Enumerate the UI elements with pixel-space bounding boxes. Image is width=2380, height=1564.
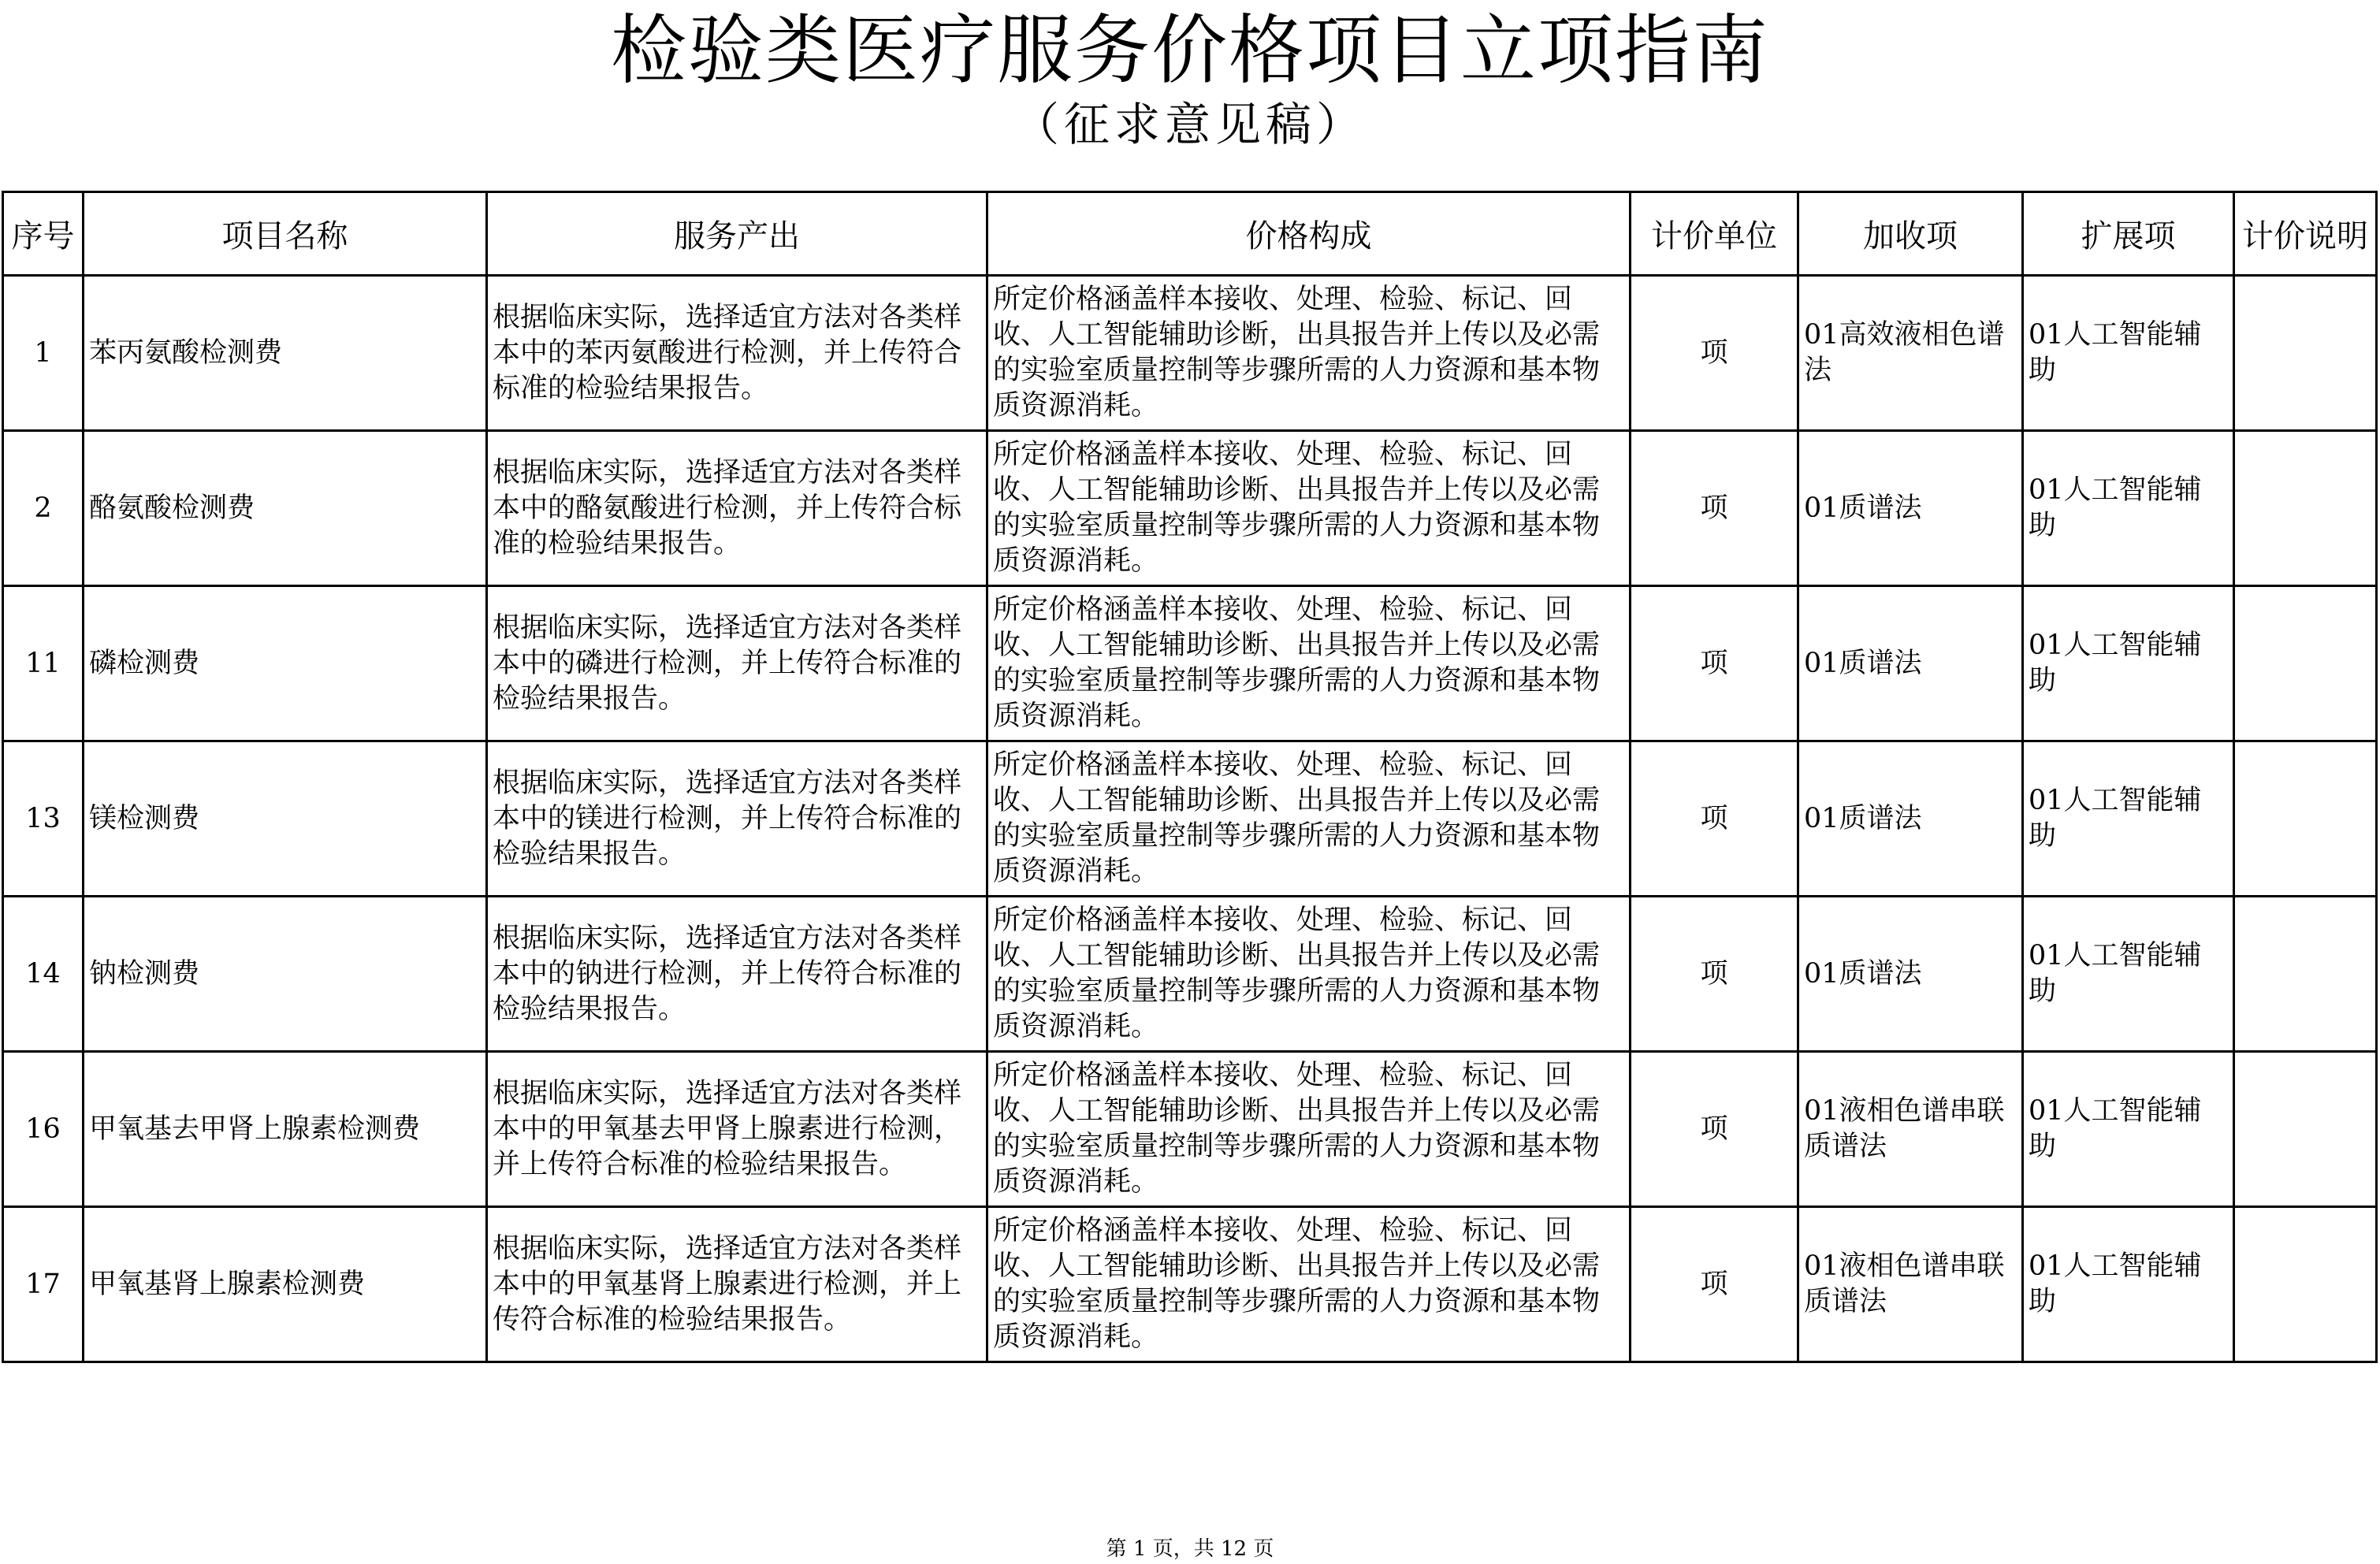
table-row — [3, 1052, 2377, 1207]
header-output: 服务产出 — [487, 192, 987, 276]
table-row — [3, 1207, 2377, 1362]
document-subtitle: （征求意见稿） — [1013, 98, 1367, 151]
cell-surcharge: 01质谱法 — [1798, 741, 2023, 897]
cell-note — [2234, 431, 2377, 586]
price-items-table — [2, 191, 2378, 1363]
header-surcharge: 加收项 — [1798, 192, 2023, 276]
header-unit: 计价单位 — [1631, 192, 1798, 276]
header-seq: 序号 — [3, 192, 84, 276]
cell-seq: 11 — [3, 586, 84, 741]
cell-composition: 所定价格涵盖样本接收、处理、检验、标记、回收、人工智能辅助诊断、出具报告并上传以及必需的实验室质量控制等步骤所需的人力资源和基本物质资源消耗。 — [987, 741, 1631, 897]
cell-seq: 1 — [3, 276, 84, 431]
document-title: 检验类医疗服务价格项目立项指南 — [611, 6, 1769, 95]
header-note: 计价说明 — [2234, 192, 2377, 276]
cell-seq: 13 — [3, 741, 84, 897]
cell-composition: 所定价格涵盖样本接收、处理、检验、标记、回收、人工智能辅助诊断、出具报告并上传以及必需的实验室质量控制等步骤所需的人力资源和基本物质资源消耗。 — [987, 431, 1631, 586]
cell-note — [2234, 897, 2377, 1052]
cell-output: 根据临床实际，选择适宜方法对各类样本中的酪氨酸进行检测，并上传符合标准的检验结果报告。 — [487, 431, 987, 586]
cell-unit: 项 — [1631, 897, 1798, 1052]
cell-output: 根据临床实际，选择适宜方法对各类样本中的镁进行检测，并上传符合标准的检验结果报告。 — [487, 741, 987, 897]
cell-seq: 16 — [3, 1052, 84, 1207]
cell-extension: 01人工智能辅助 — [2023, 1207, 2234, 1362]
cell-name: 磷检测费 — [84, 586, 487, 741]
table-row — [3, 741, 2377, 897]
cell-composition: 所定价格涵盖样本接收、处理、检验、标记、回收、人工智能辅助诊断，出具报告并上传以及必需的实验室质量控制等步骤所需的人力资源和基本物质资源消耗。 — [987, 276, 1631, 431]
cell-surcharge: 01高效液相色谱法 — [1798, 276, 2023, 431]
cell-extension: 01人工智能辅助 — [2023, 586, 2234, 741]
cell-surcharge: 01液相色谱串联质谱法 — [1798, 1207, 2023, 1362]
page-number-footer: 第 1 页，共 12 页 — [1106, 1537, 1274, 1561]
table-row — [3, 431, 2377, 586]
cell-name: 酪氨酸检测费 — [84, 431, 487, 586]
header-composition: 价格构成 — [987, 192, 1631, 276]
cell-extension: 01人工智能辅助 — [2023, 741, 2234, 897]
cell-unit: 项 — [1631, 586, 1798, 741]
cell-seq: 14 — [3, 897, 84, 1052]
cell-unit: 项 — [1631, 741, 1798, 897]
cell-composition: 所定价格涵盖样本接收、处理、检验、标记、回收、人工智能辅助诊断、出具报告并上传以及必需的实验室质量控制等步骤所需的人力资源和基本物质资源消耗。 — [987, 1207, 1631, 1362]
cell-surcharge: 01质谱法 — [1798, 431, 2023, 586]
cell-note — [2234, 1207, 2377, 1362]
header-extension: 扩展项 — [2023, 192, 2234, 276]
cell-note — [2234, 741, 2377, 897]
cell-surcharge: 01液相色谱串联质谱法 — [1798, 1052, 2023, 1207]
cell-extension: 01人工智能辅助 — [2023, 1052, 2234, 1207]
table-row — [3, 586, 2377, 741]
cell-unit: 项 — [1631, 1052, 1798, 1207]
cell-unit: 项 — [1631, 1207, 1798, 1362]
cell-surcharge: 01质谱法 — [1798, 586, 2023, 741]
cell-unit: 项 — [1631, 431, 1798, 586]
cell-extension: 01人工智能辅助 — [2023, 276, 2234, 431]
cell-extension: 01人工智能辅助 — [2023, 897, 2234, 1052]
cell-output: 根据临床实际，选择适宜方法对各类样本中的苯丙氨酸进行检测，并上传符合标准的检验结果报告。 — [487, 276, 987, 431]
cell-composition: 所定价格涵盖样本接收、处理、检验、标记、回收、人工智能辅助诊断、出具报告并上传以及必需的实验室质量控制等步骤所需的人力资源和基本物质资源消耗。 — [987, 586, 1631, 741]
cell-composition: 所定价格涵盖样本接收、处理、检验、标记、回收、人工智能辅助诊断、出具报告并上传以及必需的实验室质量控制等步骤所需的人力资源和基本物质资源消耗。 — [987, 1052, 1631, 1207]
cell-seq: 17 — [3, 1207, 84, 1362]
table-row — [3, 276, 2377, 431]
cell-output: 根据临床实际，选择适宜方法对各类样本中的甲氧基肾上腺素进行检测，并上传符合标准的检验结果报告。 — [487, 1207, 987, 1362]
cell-extension: 01人工智能辅助 — [2023, 431, 2234, 586]
cell-name: 甲氧基去甲肾上腺素检测费 — [84, 1052, 487, 1207]
cell-seq: 2 — [3, 431, 84, 586]
cell-output: 根据临床实际，选择适宜方法对各类样本中的甲氧基去甲肾上腺素进行检测，并上传符合标准的检验结果报告。 — [487, 1052, 987, 1207]
cell-composition: 所定价格涵盖样本接收、处理、检验、标记、回收、人工智能辅助诊断、出具报告并上传以及必需的实验室质量控制等步骤所需的人力资源和基本物质资源消耗。 — [987, 897, 1631, 1052]
cell-name: 钠检测费 — [84, 897, 487, 1052]
cell-unit: 项 — [1631, 276, 1798, 431]
cell-output: 根据临床实际，选择适宜方法对各类样本中的钠进行检测，并上传符合标准的检验结果报告。 — [487, 897, 987, 1052]
cell-name: 苯丙氨酸检测费 — [84, 276, 487, 431]
cell-note — [2234, 276, 2377, 431]
cell-name: 甲氧基肾上腺素检测费 — [84, 1207, 487, 1362]
cell-output: 根据临床实际，选择适宜方法对各类样本中的磷进行检测，并上传符合标准的检验结果报告。 — [487, 586, 987, 741]
cell-surcharge: 01质谱法 — [1798, 897, 2023, 1052]
table-header-row — [3, 192, 2377, 276]
header-name: 项目名称 — [84, 192, 487, 276]
cell-note — [2234, 1052, 2377, 1207]
cell-name: 镁检测费 — [84, 741, 487, 897]
cell-note — [2234, 586, 2377, 741]
table-row — [3, 897, 2377, 1052]
